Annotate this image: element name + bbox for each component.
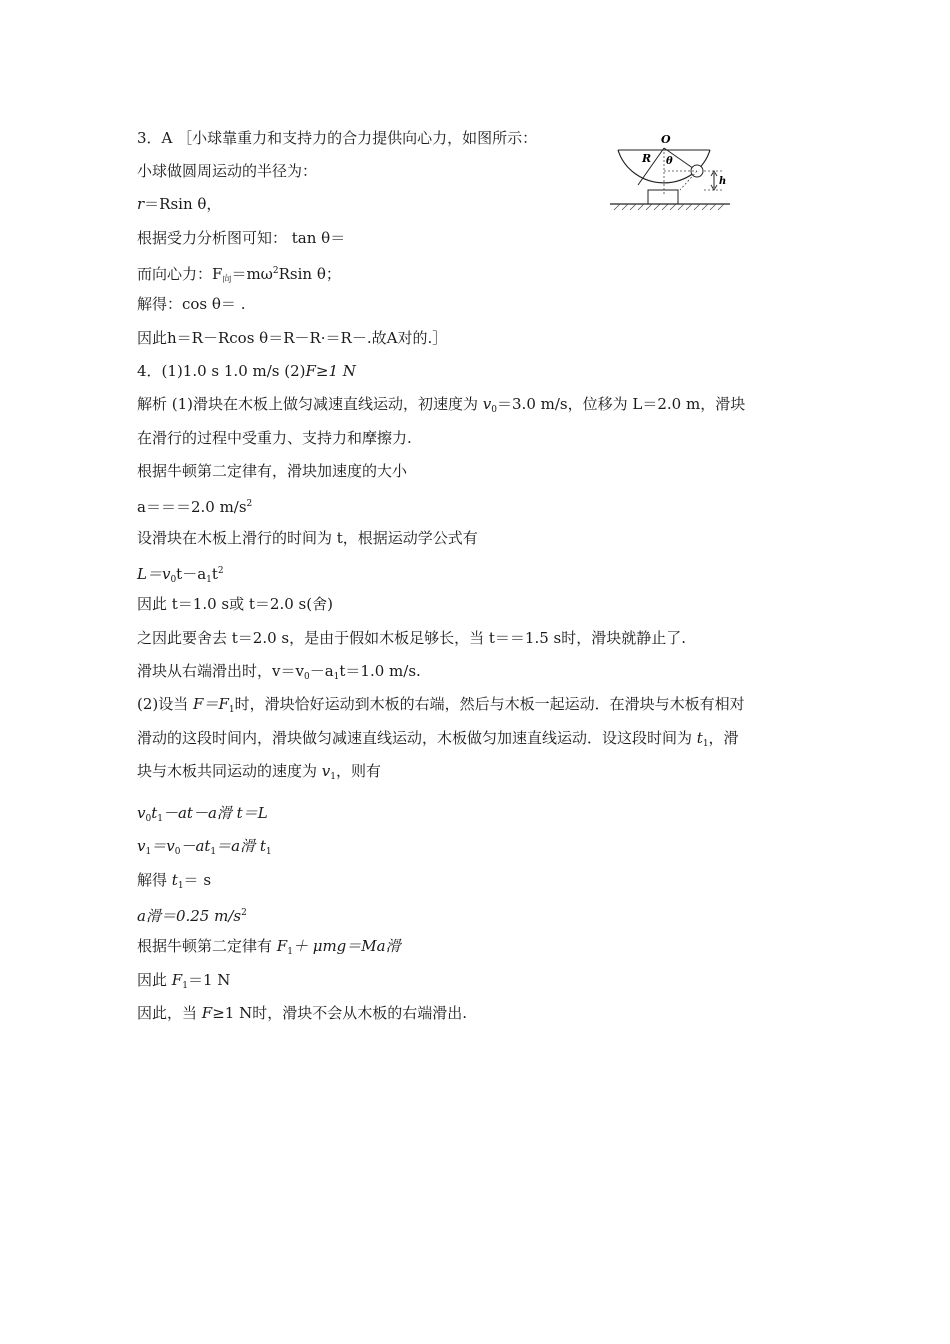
radius-formula-line: r＝Rsin θ， — [137, 195, 222, 213]
exit-velocity-line: 滑块从右端滑出时，$v=v_0-a_1t=1.0$ m/s. — [137, 662, 421, 682]
equation-2-line: $v_1=v_0-at_1=a$滑 $t_1$ — [137, 837, 272, 857]
label-theta: θ — [666, 156, 673, 167]
acceleration-line: a＝＝＝2.0 $m/s^2$ — [137, 498, 253, 516]
label-h: h — [719, 176, 727, 187]
newton-equation-line: 根据牛顿第二定律有 $F_1+ \mu mg=Ma$滑 — [137, 937, 401, 957]
tan-line: 根据受力分析图可知： tan θ＝ — [137, 229, 346, 247]
forces-line: 在滑行的过程中受重力、支持力和摩擦力. — [137, 429, 412, 447]
time-solution-line: 因此 t＝1.0 s或 t＝2.0 s(舍) — [137, 595, 333, 613]
kinematics-line: $L=v_0t-a_1t^2$ — [137, 565, 224, 585]
part2-line-2: 滑动的这段时间内，滑块做匀减速直线运动，木板做匀加速直线运动．设这段时间为 $t_1$，滑 — [137, 729, 739, 749]
part2-line-1: (2)设当 $F=F_1$时，滑块恰好运动到木板的右端，然后与木板一起运动．在滑块与木板有相对 — [137, 695, 745, 715]
newton-intro-line: 根据牛顿第二定律有，滑块加速度的大小 — [137, 462, 408, 480]
part2-line-3: 块与木板共同运动的速度为 $v_1$，则有 — [137, 762, 382, 782]
h-result-line: 因此h＝R－Rcos θ＝R－R·＝R－.故A对的.］ — [137, 329, 448, 347]
cos-solve-line: 解得：cos θ＝ . — [137, 295, 246, 313]
conclusion-line: 因此，当 F≥1 N时，滑块不会从木板的右端滑出. — [137, 1004, 467, 1022]
equation-1-line: $v_0t_1-at-a$滑 t＝L — [137, 804, 268, 824]
t1-solution-line: 解得 $t_1= s$ — [137, 871, 212, 891]
bowl-stand — [648, 190, 678, 204]
discard-reason-line: 之因此要舍去 t＝2.0 s，是由于假如木板足够长，当 t＝＝1.5 s时，滑块就静止了. — [137, 629, 687, 647]
label-r: R — [642, 152, 652, 165]
bowl-diagram — [608, 130, 732, 212]
slide-acceleration-line: a滑＝0.25 $m/s^2$ — [137, 907, 247, 925]
f1-value-line: 因此 $F_1=1$ N — [137, 971, 231, 991]
analysis-line: 解析 (1)滑块在木板上做匀减速直线运动，初速度为 $v_0=3.0$ m/s，位移为 L＝2.0 m，滑块 — [137, 395, 746, 415]
label-o: O — [661, 133, 671, 146]
time-intro-line: 设滑块在木板上滑行的时间为 t，根据运动学公式有 — [137, 529, 478, 547]
ground-hatch — [614, 204, 724, 210]
answer-4-line: 4．(1)1.0 s 1.0 m/s (2)F≥1 N — [137, 362, 356, 380]
radius-intro-line: 小球做圆周运动的半径为： — [137, 162, 318, 180]
answer-3-line: 3．A ［小球靠重力和支持力的合力提供向心力，如图所示： — [137, 129, 538, 147]
centripetal-line: 而向心力：$F_向=m\omega^2Rsin$ θ； — [137, 265, 341, 285]
